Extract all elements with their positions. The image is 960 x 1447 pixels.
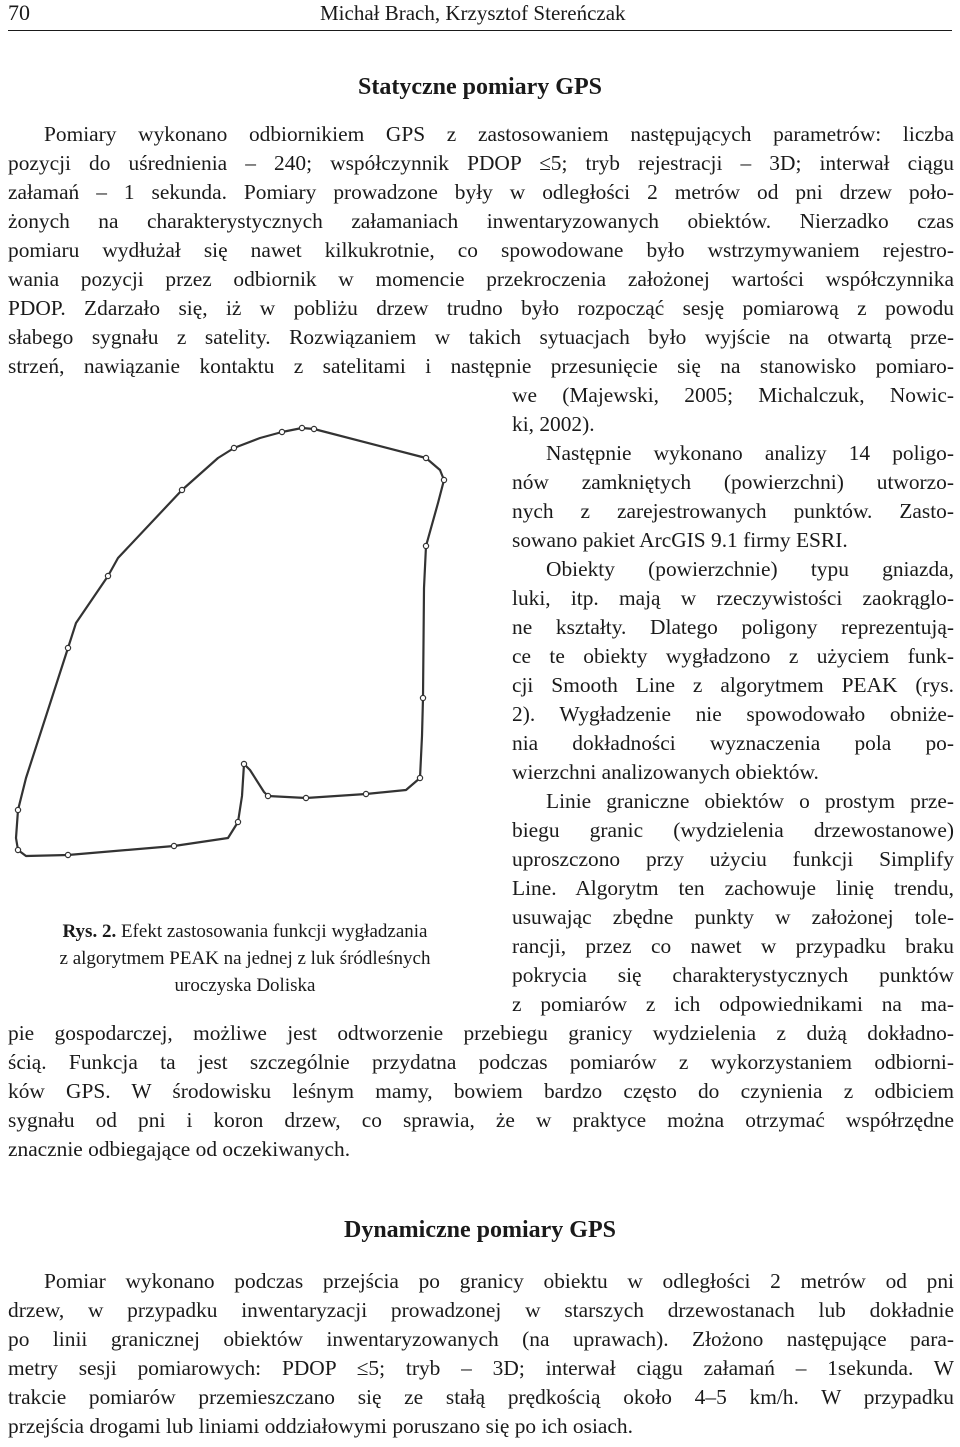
vertex-marker: [65, 645, 70, 650]
text-line: po linii granicznej obiektów inwentaryzowanych (na uprawach). Złożono następujące para-: [8, 1327, 954, 1351]
text-line: żonych na charakterystycznych załamaniach inwentaryzowanych obiektów. Nierzadko czas: [8, 209, 954, 233]
caption-text: Efekt zastosowania funkcji wygładzania: [120, 921, 428, 942]
smoothed-polygon-graphic: [6, 418, 506, 898]
vertex-marker: [231, 445, 236, 450]
vertex-marker: [15, 807, 20, 812]
vertex-marker: [265, 793, 270, 798]
figure-caption: [10, 918, 480, 999]
caption-line: [10, 918, 480, 945]
text-line: pozycji do uśrednienia – 240; współczynnik PDOP ≤5; tryb rejestracji – 3D; interwał ciągu: [8, 151, 954, 175]
header-rule: [8, 30, 952, 31]
text-line: Obiekty (powierzchnie) typu gniazda,: [546, 557, 954, 581]
vertex-marker: [441, 477, 446, 482]
text-line: z pomiarów z ich odpowiednikami na ma-: [512, 992, 954, 1016]
vertex-marker: [279, 429, 284, 434]
text-line: pokrycia się charakterystycznych punktów: [512, 963, 954, 987]
text-line: rancji, przez co nawet w przypadku braku: [512, 934, 954, 958]
text-line: ne kształty. Dlatego poligony reprezentują-: [512, 615, 954, 639]
vertex-marker: [15, 847, 20, 852]
text-line: uproszczono przy użyciu funkcji Simplify: [512, 847, 954, 871]
figure-polygon: [6, 418, 506, 898]
caption-line: z algorytmem PEAK na jednej z luk śródleśnych: [59, 948, 431, 969]
vertex-marker: [65, 852, 70, 857]
text-line: ścią. Funkcja ta jest szczególnie przydatna podczas pomiarów z wykorzystaniem odbiorni-: [8, 1050, 954, 1074]
text-line: sygnału od pni i koron drzew, co sprawia, że w praktyce można otrzymać współrzędne: [8, 1108, 954, 1132]
text-line: usuwając zbędne punkty w założonej tole-: [512, 905, 954, 929]
text-line: biegu granic (wydzielenia drzewostanowe): [512, 818, 954, 842]
text-line: przejścia drogami lub liniami oddziałowymi poruszano się po ich osiach.: [8, 1414, 633, 1438]
text-line: wania pozycji przez odbiornik w momencie przekroczenia założonej wartości współczynnika: [8, 267, 954, 291]
text-line: Linie graniczne obiektów o prostym prze-: [546, 789, 954, 813]
text-line: pomiaru wydłużał się nawet kilkukrotnie, co spowodowane było wstrzymywaniem rejestro-: [8, 238, 954, 262]
text-line: słabego sygnału z satelity. Rozwiązaniem w takich sytuacjach było wyjście na otwartą prze-: [8, 325, 954, 349]
text-line: luki, itp. mają w rzeczywistości zaokrąglo-: [512, 586, 954, 610]
vertex-marker: [363, 791, 368, 796]
text-line: sowano pakiet ArcGIS 9.1 firmy ESRI.: [512, 528, 848, 552]
vertex-marker: [299, 425, 304, 430]
text-line: drzew, w przypadku inwentaryzacji prowadzonej w starszych drzewostanach lub dokładnie: [8, 1298, 954, 1322]
vertex-marker: [179, 487, 184, 492]
text-line: wierzchni analizowanych obiektów.: [512, 760, 819, 784]
text-line: metry sesji pomiarowych: PDOP ≤5; tryb – 3D; interwał ciągu załamań – 1sekunda. W: [8, 1356, 954, 1380]
text-line: nia dokładności wyznaczenia pola po-: [512, 731, 954, 755]
text-line: nów zamkniętych (powierzchni) utworzo-: [512, 470, 954, 494]
text-line: załamań – 1 sekunda. Pomiary prowadzone były w odległości 2 metrów od pni drzew poło-: [8, 180, 954, 204]
vertex-marker: [311, 426, 316, 431]
page-header: [8, 0, 952, 30]
running-head: Michał Brach, Krzysztof Stereńczak: [320, 1, 626, 25]
figure-label: Rys. 2.: [62, 921, 117, 942]
page-number: 70: [8, 0, 30, 25]
vertex-marker: [303, 795, 308, 800]
vertex-marker: [423, 455, 428, 460]
vertex-marker: [105, 573, 110, 578]
text-line: Pomiar wykonano podczas przejścia po granicy obiektu w odległości 2 metrów od pni: [44, 1269, 954, 1293]
vertex-marker: [235, 819, 240, 824]
text-line: ce te obiekty wygładzono z użyciem funk-: [512, 644, 954, 668]
text-line: trakcie pomiarów przemieszczano się ze stałą prędkością około 4–5 km/h. W przypadku: [8, 1385, 954, 1409]
text-line: Następnie wykonano analizy 14 poligo-: [546, 441, 954, 465]
text-line: we (Majewski, 2005; Michalczuk, Nowic-: [512, 383, 954, 407]
section-heading-dynamic: Dynamiczne pomiary GPS: [344, 1217, 616, 1243]
text-line: znacznie odbiegające od oczekiwanych.: [8, 1137, 351, 1161]
section-heading-static: Statyczne pomiary GPS: [358, 74, 602, 100]
text-line: ków GPS. W środowisku leśnym mamy, bowiem bardzo często do czynienia z odbiciem: [8, 1079, 954, 1103]
text-line: 2). Wygładzenie nie spowodowało obniże-: [512, 702, 954, 726]
caption-line: uroczyska Doliska: [174, 975, 316, 996]
polygon-outline: [16, 428, 444, 856]
vertex-marker: [423, 543, 428, 548]
vertex-marker: [241, 761, 246, 766]
text-line: cji Smooth Line z algorytmem PEAK (rys.: [512, 673, 954, 697]
text-line: nych z zarejestrowanych punktów. Zasto-: [512, 499, 954, 523]
text-line: PDOP. Zdarzało się, iż w pobliżu drzew trudno było rozpocząć sesję pomiarową z powodu: [8, 296, 954, 320]
vertex-marker: [417, 775, 422, 780]
text-line: strzeń, nawiązanie kontaktu z satelitami i następnie przesunięcie się na stanowisko pomiaro-: [8, 354, 954, 378]
text-line: ki, 2002).: [512, 412, 595, 436]
vertex-marker: [420, 695, 425, 700]
text-line: pie gospodarczej, możliwe jest odtworzenie przebiegu granicy wydzielenia z dużą dokładno-: [8, 1021, 954, 1045]
vertex-marker: [171, 843, 176, 848]
text-line: Line. Algorytm ten zachowuje linię trendu,: [512, 876, 954, 900]
text-line: Pomiary wykonano odbiornikiem GPS z zastosowaniem następujących parametrów: liczba: [44, 122, 954, 146]
